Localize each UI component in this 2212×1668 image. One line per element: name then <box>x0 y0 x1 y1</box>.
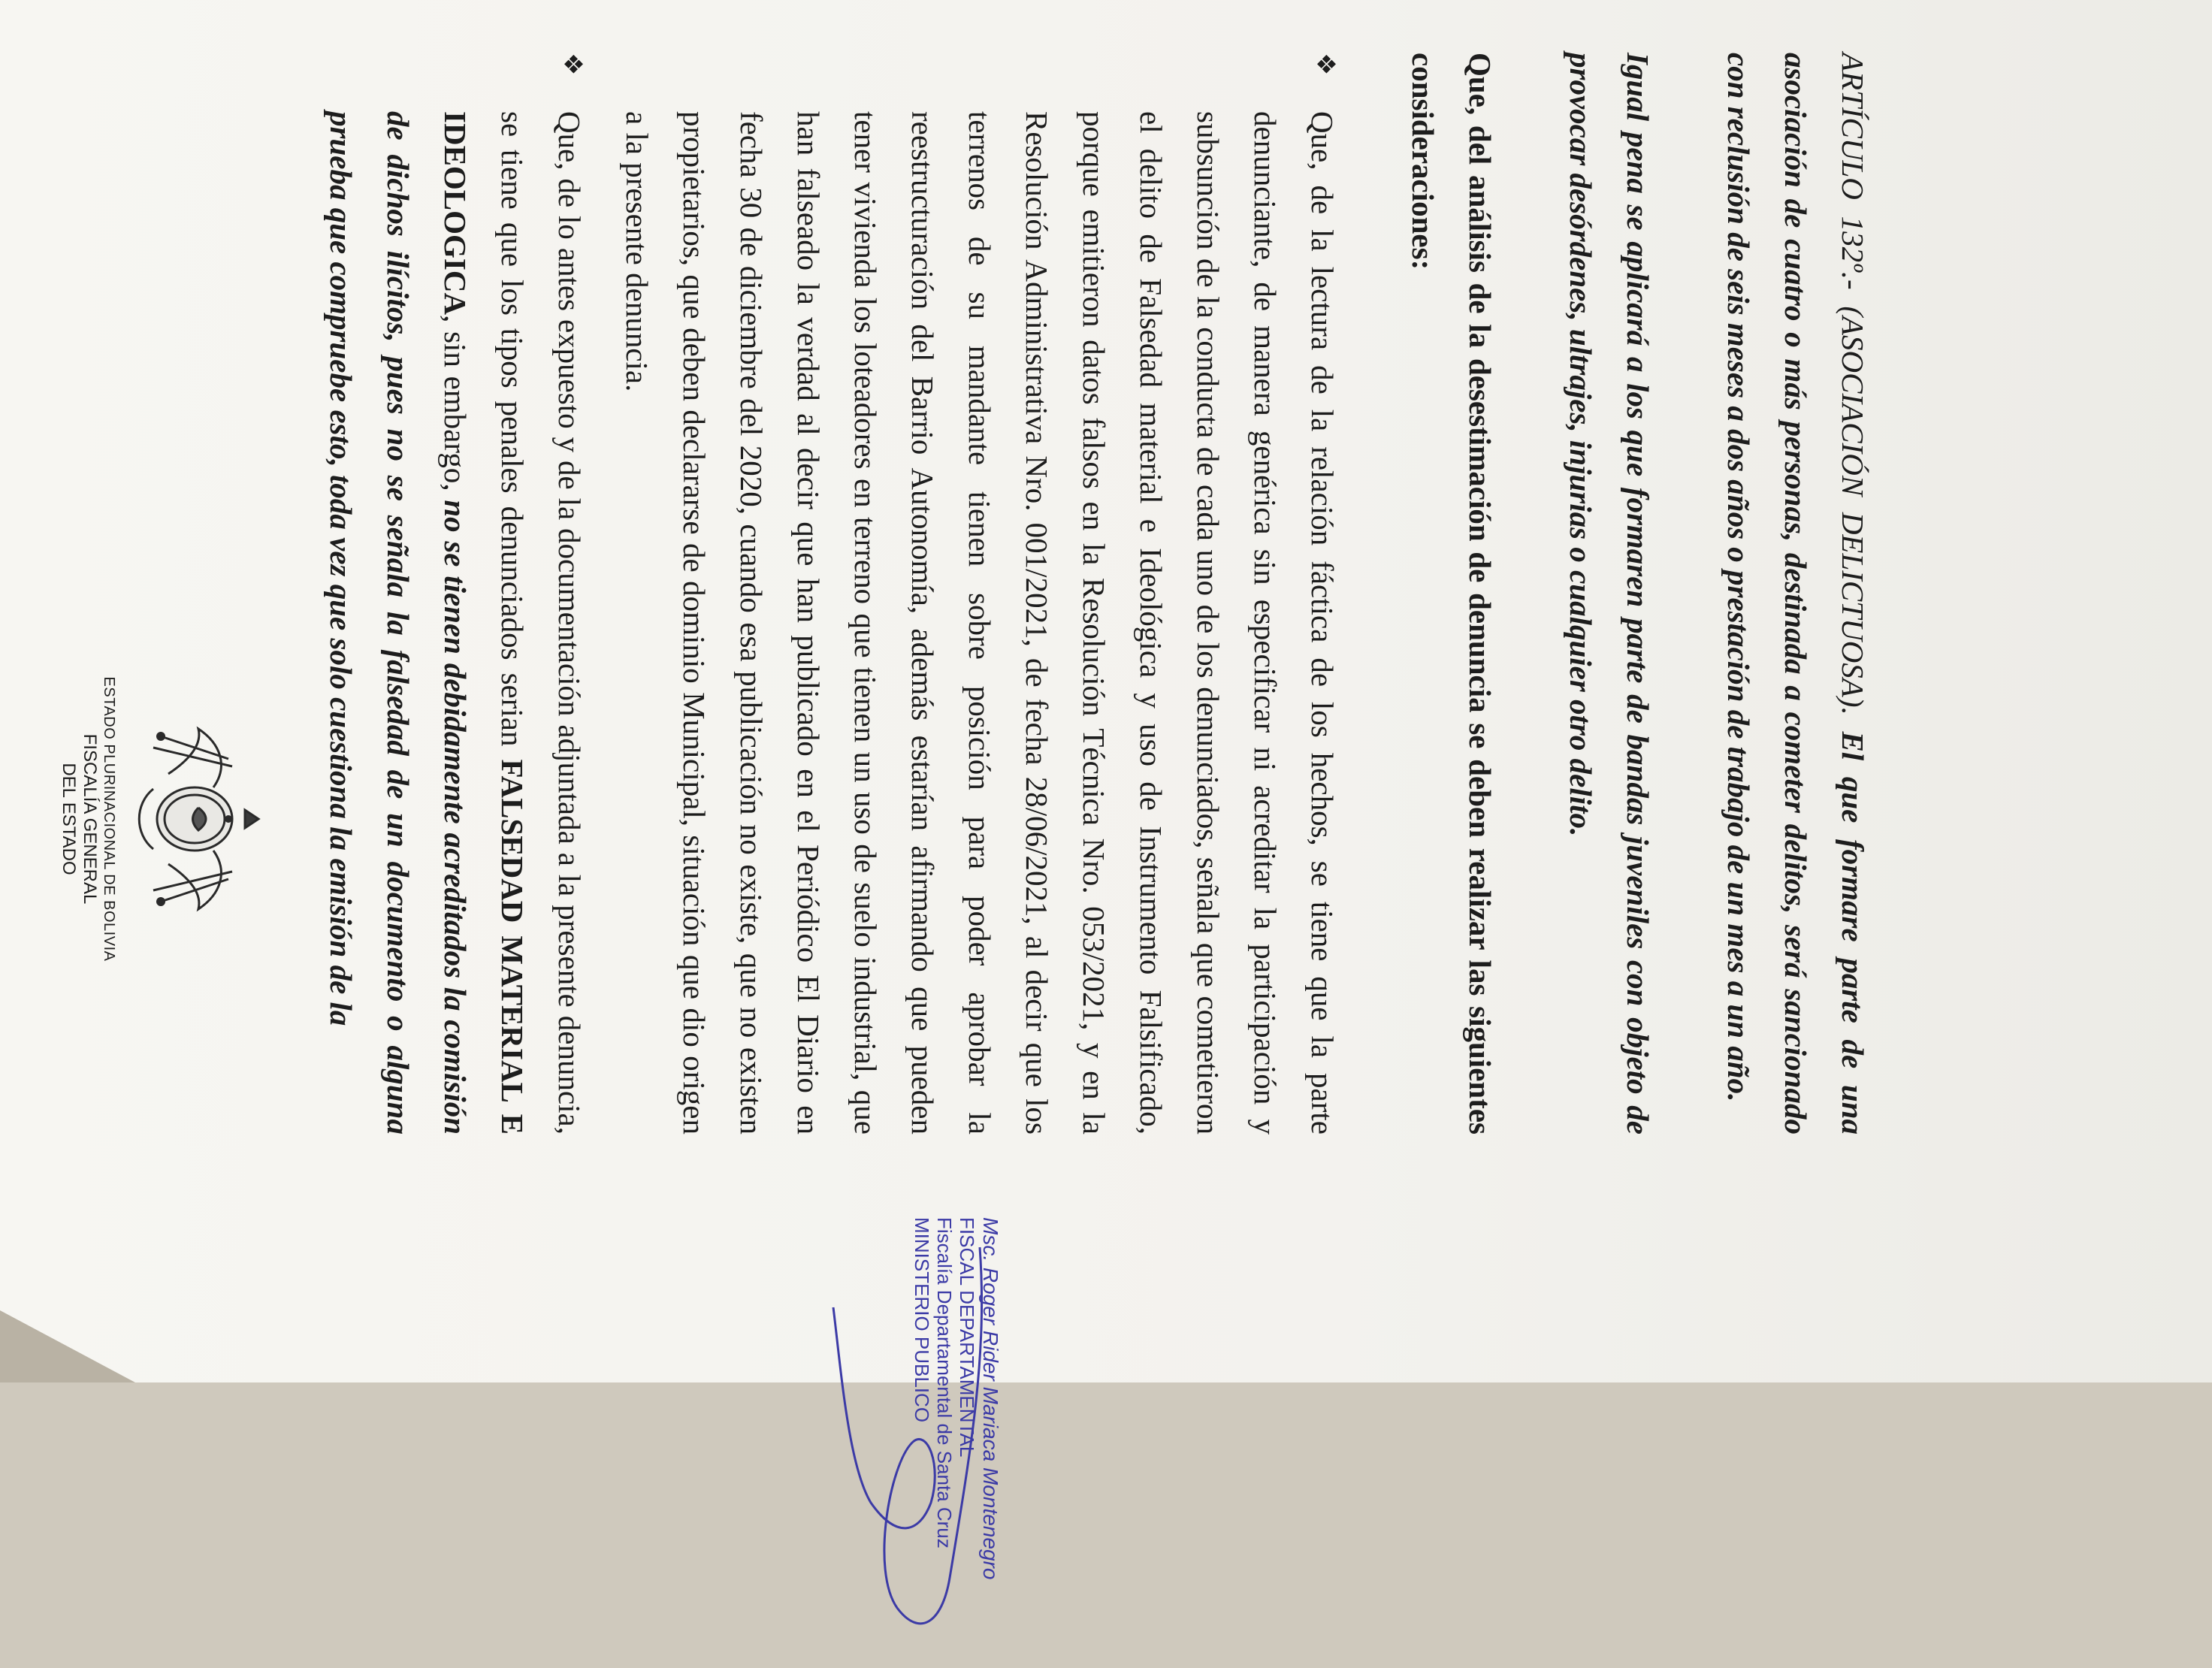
bolivia-coat-of-arms-icon <box>123 714 273 924</box>
bullet-point-2 <box>313 53 598 1135</box>
article-text: El que formare parte de una asociación de cuatro o más personas, destinada a cometer delitos, será sancionado con reclusión de seis meses a dos años o prestación de trabajo de un mes a un año. <box>1721 53 1870 1135</box>
letterhead <box>26 624 273 1014</box>
paragraph-considerations <box>1395 53 1509 1135</box>
bullet-2-emphasis: no se tienen debidamente acreditados la comisión de dichos ilícitos, pues no se señala la falsedad de un documento o alguna prueba que compruebe esto, toda vez que solo cuestiona la emisión de la <box>324 111 473 1135</box>
article-heading: ARTÍCULO 132º.- (ASOCIACIÓN DELICTUOSA). <box>1836 53 1870 715</box>
bullet-1-text: Que, de la lectura de la relación fáctica de los hechos, se tiene que la parte denunciante, de manera genérica sin especificar ni acreditar la participación y subsunción de la conducta de cada uno de los denunciados, señala que cometieron el delito de Falsedad material e Ideológica y uso de Instrumento Falsificado, porque emitieron datos falsos en la Resolución Técnica Nro. 053/2021, y en la Resolución Administrativa Nro. 001/2021, de fecha 28/06/2021, al decir que los terrenos de su mandante tienen sobre posición para poder aprobar la reestructuración del Barrio Autonomía, además estarían afirmando que pueden tener vivienda los loteadores en terreno que tienen un uso de suelo industrial, que han falseado la verdad al decir que han publicado en el Periódico El Diario en fecha 30 de diciembre del 2020, cuando esa publicación no existe, que no existen propietarios, que deben declararse de dominio Municipal, situación que dio origen a la presente denuncia. <box>620 111 1340 1135</box>
letterhead-office: FISCALÍA GENERAL <box>80 733 100 905</box>
bullet-diamond-icon: ❖ <box>1311 53 1339 76</box>
signature-mark <box>822 1217 1002 1668</box>
letterhead-office-sub: DEL ESTADO <box>59 763 79 875</box>
prosecutor-title: FISCAL DEPARTAMENTAL <box>956 1217 978 1458</box>
article-132-paragraph <box>1710 53 1881 1135</box>
prosecutor-name: Msc. Roger Rider Mariaca Montenegro <box>979 1217 1002 1580</box>
considerations-lead: Que, <box>1463 53 1497 116</box>
letterhead-state: ESTADO PLURINACIONAL DE BOLIVIA <box>101 676 117 962</box>
bullet-2-text-a: Que, de lo antes expuesto y de la documentación adjuntada a la presente denuncia, se tiene que los tipos penales denunciados serian <box>495 111 587 1135</box>
prosecutor-office: Fiscalía Departamental de Santa Cruz <box>933 1217 956 1549</box>
bullet-2-offense: FALSEDAD MATERIAL E IDEOLOGICA <box>438 111 530 1135</box>
paragraph-juvenile-bands: Igual pena se aplicará a los que formaren parte de bandas juveniles con objeto de provocar desórdenes, ultrajes, injurias o cualquier otro delito. <box>1564 53 1655 1135</box>
prosecutor-institution: MINISTERIO PUBLICO <box>911 1217 933 1423</box>
bullet-2-text-c: , sin embargo, <box>438 315 473 491</box>
prosecutor-stamp <box>822 1217 1002 1668</box>
considerations-text: del análisis de la desestimación de denuncia se deben realizar las siguientes consideraciones: <box>1406 53 1497 1135</box>
bullet-diamond-icon: ❖ <box>558 53 586 76</box>
bullet-point-1 <box>609 53 1351 1135</box>
document-body <box>313 53 1881 1135</box>
